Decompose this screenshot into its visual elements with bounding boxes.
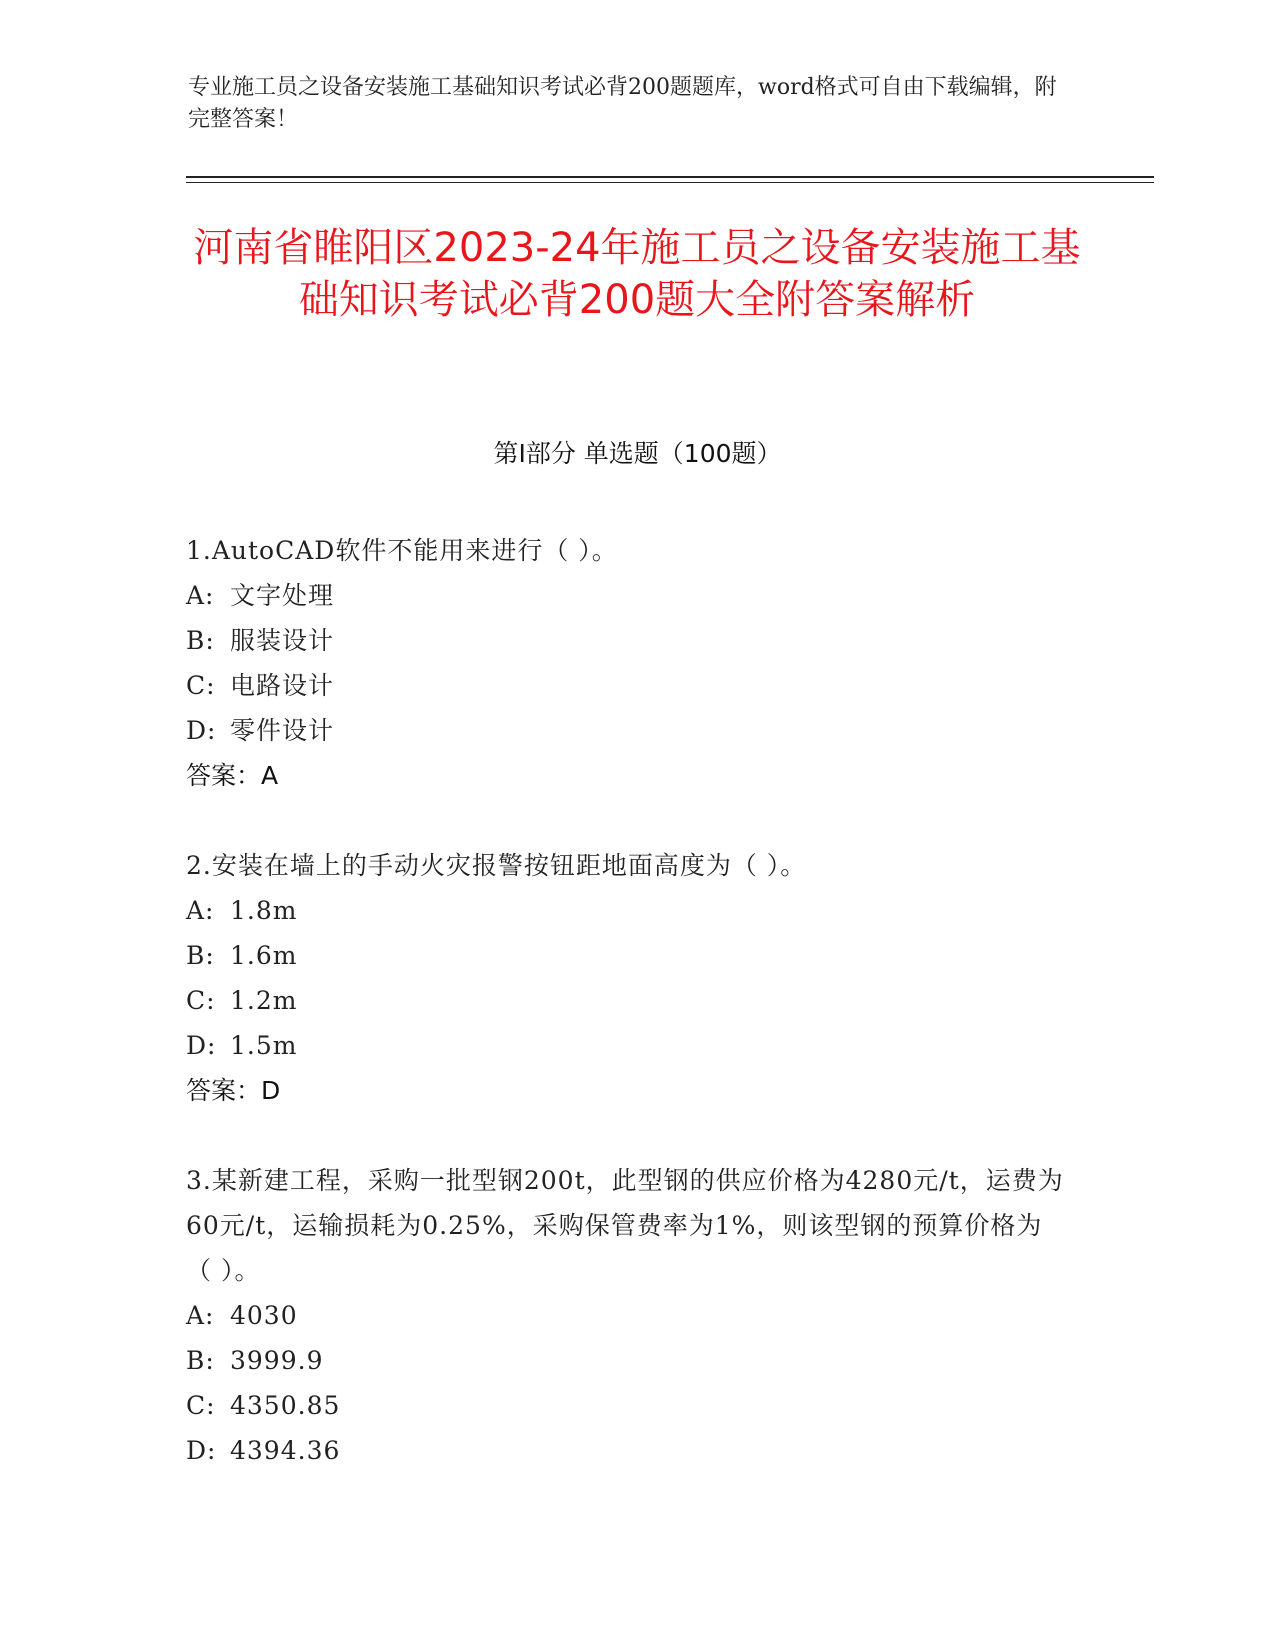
option-key: B: — [186, 626, 215, 655]
option-d — [186, 708, 1066, 753]
option-key: C: — [186, 986, 216, 1015]
option-a — [186, 1293, 1066, 1338]
option-text: 1.5m — [230, 1031, 298, 1060]
header-rule-thin — [186, 182, 1154, 183]
question-spacer — [186, 1113, 1066, 1158]
option-key: D: — [186, 1031, 217, 1060]
answer-line: 答案：D — [186, 1076, 281, 1105]
question-stem: 1.AutoCAD软件不能用来进行（ ）。 — [186, 536, 618, 565]
option-c — [186, 663, 1066, 708]
option-a — [186, 573, 1066, 618]
option-text: 4350.85 — [230, 1391, 341, 1420]
question-2 — [186, 843, 1066, 1113]
option-text: 1.6m — [230, 941, 298, 970]
option-d — [186, 1023, 1066, 1068]
answer-line: 答案：A — [186, 761, 279, 790]
question-stem: 3.某新建工程，采购一批型钢200t，此型钢的供应价格为4280元/t，运费为60元/t，运输损耗为0.25%，采购保管费率为1%，则该型钢的预算价格为（ ）。 — [186, 1166, 1064, 1285]
document-title: 河南省睢阳区2023-24年施工员之设备安装施工基础知识考试必背200题大全附答案解析 — [193, 225, 1081, 323]
option-b — [186, 933, 1066, 978]
question-list — [186, 528, 1066, 1473]
option-key: B: — [186, 941, 215, 970]
option-key: A: — [186, 896, 215, 925]
header-note: 专业施工员之设备安装施工基础知识考试必背200题题库，word格式可自由下载编辑，附完整答案！ — [188, 75, 1057, 132]
option-text: 电路设计 — [230, 671, 335, 700]
option-b — [186, 1338, 1066, 1383]
question-1 — [186, 528, 1066, 798]
header-rule-thick — [186, 176, 1154, 178]
option-key: C: — [186, 1391, 216, 1420]
section-title: 第Ⅰ部分 单选题（100题） — [493, 439, 782, 468]
question-spacer — [186, 798, 1066, 843]
option-c — [186, 978, 1066, 1023]
option-b — [186, 618, 1066, 663]
option-text: 零件设计 — [230, 716, 335, 745]
question-3 — [186, 1158, 1066, 1473]
option-text: 4030 — [230, 1301, 298, 1330]
option-text: 文字处理 — [230, 581, 335, 610]
option-text: 1.8m — [230, 896, 298, 925]
option-text: 服装设计 — [230, 626, 335, 655]
option-key: D: — [186, 716, 217, 745]
question-stem: 2.安装在墙上的手动火灾报警按钮距地面高度为（ ）。 — [186, 851, 807, 880]
option-c — [186, 1383, 1066, 1428]
option-key: A: — [186, 1301, 215, 1330]
option-text: 3999.9 — [230, 1346, 324, 1375]
option-d — [186, 1428, 1066, 1473]
option-text: 1.2m — [230, 986, 298, 1015]
option-key: D: — [186, 1436, 217, 1465]
option-a — [186, 888, 1066, 933]
option-text: 4394.36 — [230, 1436, 341, 1465]
option-key: A: — [186, 581, 215, 610]
option-key: B: — [186, 1346, 215, 1375]
option-key: C: — [186, 671, 216, 700]
